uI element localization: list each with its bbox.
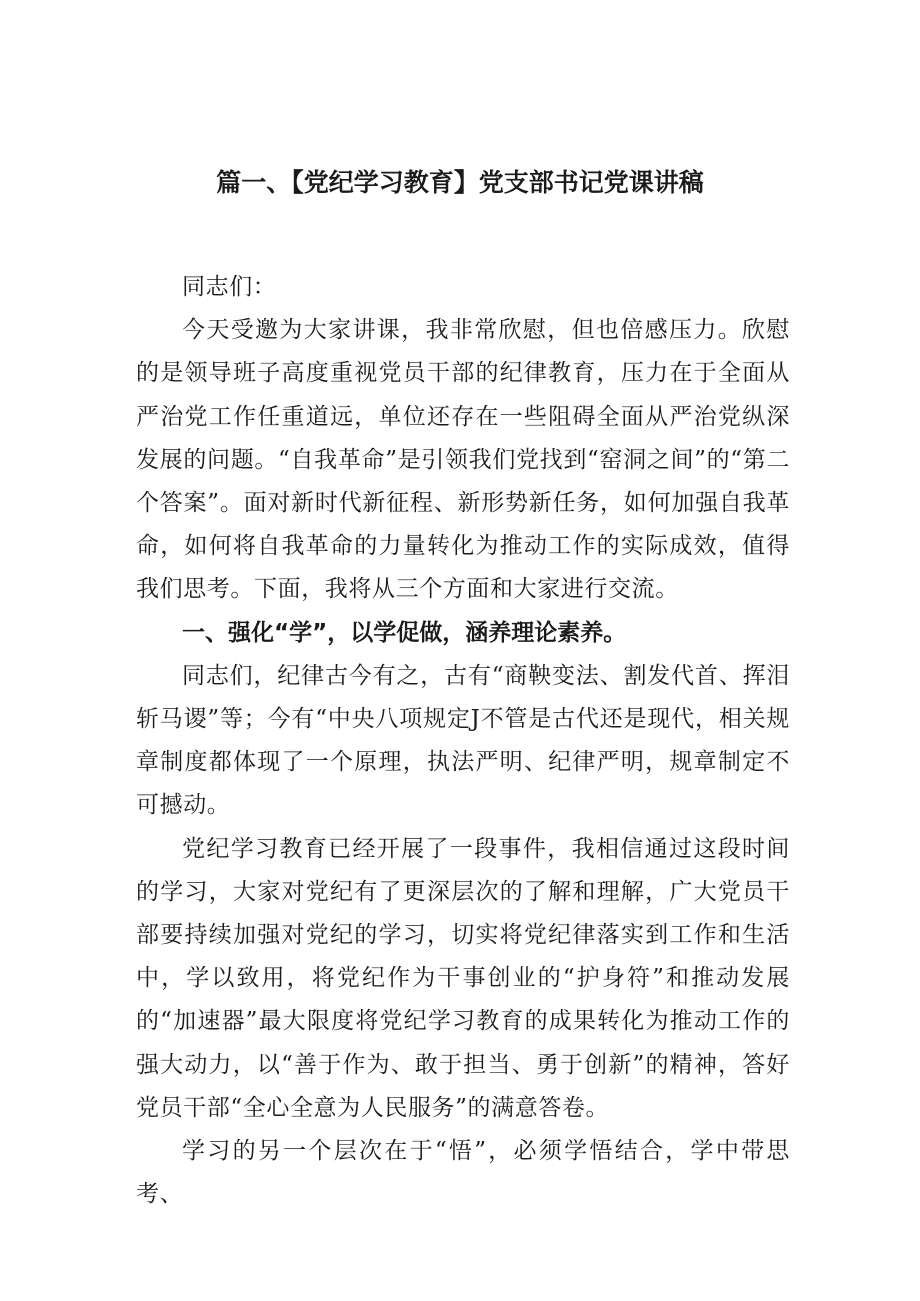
paragraph-discipline-study: 党纪学习教育已经开展了一段事件，我相信通过这段时间的学习，大家对党纪有了更深层次的了解和理解，广大党员干部要持续加强对党纪的学习，切实将党纪律落实到工作和生活中，学以致用，将党纪作为干事创业的“护身符”和推动发展的“加速器”最大限度将党纪学习教育的成果转化为推动工作的强大动力，以“善于作为、敢于担当、勇于创新”的精神，答好党员干部“全心全意为人民服务”的满意答卷。 xyxy=(136,835,790,1121)
document-body xyxy=(136,266,790,1216)
section-heading-1: 一、强化“学”，以学促做，涵养理论素养。 xyxy=(182,619,627,646)
paragraph-discipline-history: 同志们，纪律古今有之，古有“商鞅变法、割发代首、挥泪斩马谡”等；今有“中央八项规定J不管是古代还是现代，相关规章制度都体现了一个原理，执法严明、纪律严明，规章制定不可撼动。 xyxy=(136,662,790,819)
paragraph-understanding: 学习的另一个层次在于“悟”，必须学悟结合，学中带思考、 xyxy=(136,1138,790,1208)
salutation: 同志们： xyxy=(182,274,277,300)
document-title: 篇一、【党纪学习教育】党支部书记党课讲稿 xyxy=(216,168,704,197)
paragraph-intro: 今天受邀为大家讲课，我非常欣慰，但也倍感压力。欣慰的是领导班子高度重视党员干部的纪律教育，压力在于全面从严治党工作任重道远，单位还存在一些阻碍全面从严治党纵深发展的问题。“自我革命”是引领我们党找到“窑洞之间”的“第二个答案”。面对新时代新征程、新形势新任务，如何加强自我革命，如何将自我革命的力量转化为推动工作的实际成效，值得我们思考。下面，我将从三个方面和大家进行交流。 xyxy=(136,317,790,603)
